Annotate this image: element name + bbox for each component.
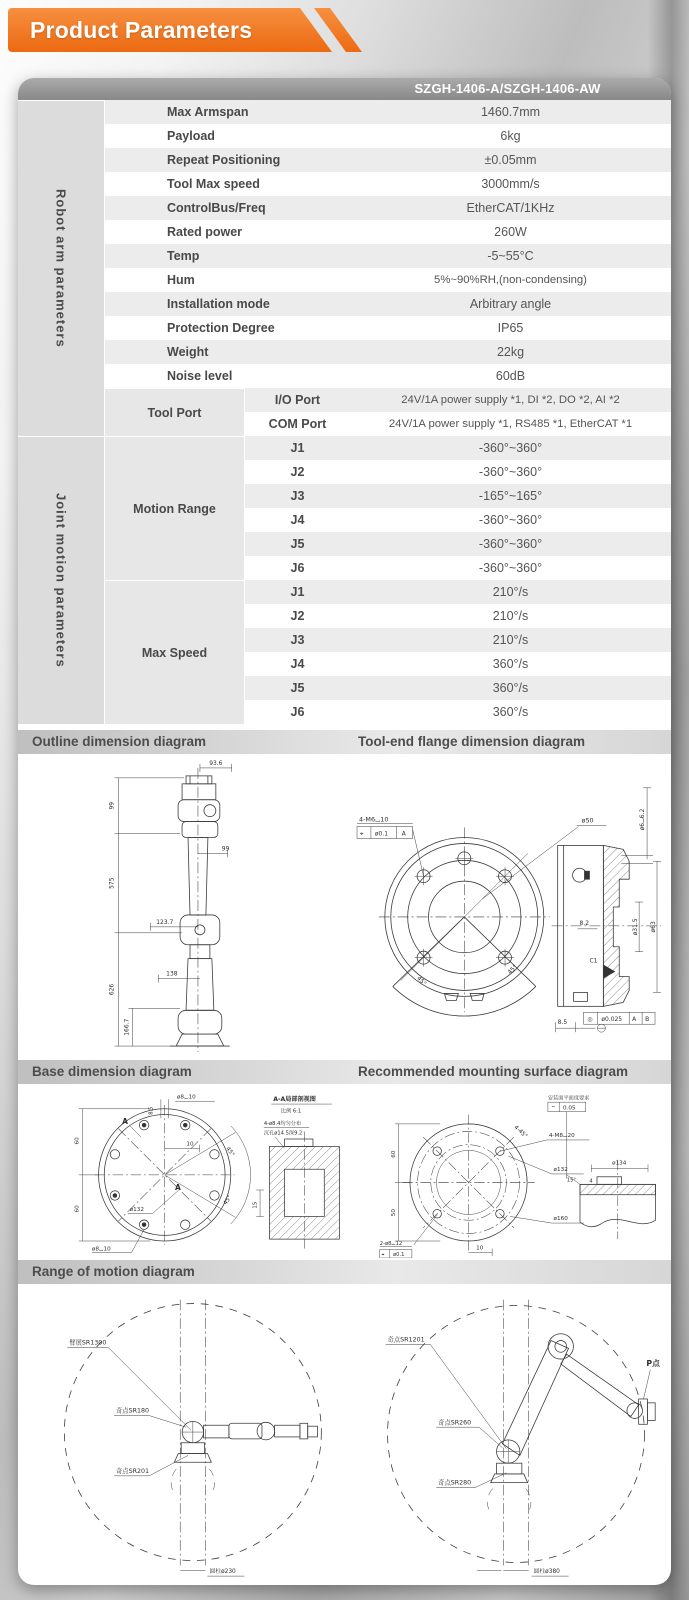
range-of-motion-side-view [358, 1288, 674, 1580]
callout: 2-ø8⌴12 [379, 1240, 403, 1247]
spec-value: Arbitrary angle [350, 292, 671, 316]
reach-label: 臂展SR1300 [69, 1339, 107, 1347]
spec-value: IP65 [497, 321, 524, 335]
dim-label: 575 [108, 877, 116, 889]
joint-value: 210°/s [492, 609, 529, 623]
joint-value: 210°/s [350, 580, 671, 604]
page-title: Product Parameters [30, 17, 253, 43]
spec-label: Protection Degree [167, 321, 275, 335]
joint-value: -165°~165° [350, 484, 671, 508]
callout: ø8⌴10 [91, 1246, 111, 1253]
tolerance-symbol: ⌖ [360, 830, 364, 838]
joint-label: J4 [290, 657, 305, 671]
spec-label: Noise level [167, 369, 233, 383]
spec-value: 1460.7mm [350, 100, 671, 124]
dim-label: 138 [166, 970, 178, 978]
port-value: 24V/1A power supply *1, DI *2, DO *2, AI *2 [350, 388, 671, 412]
point-p-label: P点 [646, 1358, 660, 1368]
singularity-label: 奇点SR260 [438, 1419, 472, 1427]
spec-label: Max Armspan [105, 100, 350, 124]
outline-dimension-diagram [32, 758, 352, 1056]
motion-range-label: Motion Range [105, 436, 245, 580]
joint-value: 360°/s [350, 676, 671, 700]
spec-label: ControlBus/Freq [105, 196, 350, 220]
spec-value: 22kg [350, 340, 671, 364]
spec-value: 5%~90%RH,(non-condensing) [434, 274, 587, 286]
port-label: COM Port [268, 417, 327, 431]
spec-value: ±0.05mm [350, 148, 671, 172]
dim-label: ø31.5 [632, 918, 640, 936]
tolerance-symbol: ⌖ [381, 1252, 385, 1258]
spec-label: Payload [167, 129, 215, 143]
spec-value: 3000mm/s [481, 177, 540, 191]
group-joint-motion-parameters [18, 436, 105, 724]
range-of-motion-top-view [30, 1288, 346, 1580]
spec-value: 6kg [500, 129, 521, 143]
spec-label: Installation mode [105, 292, 350, 316]
spec-table [18, 78, 671, 724]
spec-label: Repeat Positioning [105, 148, 350, 172]
section-title-base: Base dimension diagram [32, 1064, 192, 1079]
flange-callout: 4-M6⌴10 [359, 815, 389, 824]
dim-label: 8.2 [579, 919, 589, 927]
section-title-outline: Outline dimension diagram [32, 734, 207, 749]
dim-label: 45° [415, 974, 428, 988]
group-robot-arm-parameters [18, 100, 105, 436]
dim-label: 123.7 [156, 918, 174, 926]
cylinder-caption: 圆柱ø230 [209, 1569, 236, 1576]
joint-value: 360°/s [492, 657, 529, 671]
dim-label: 626 [108, 983, 116, 996]
dim-label: 99 [108, 801, 116, 810]
joint-label: J3 [245, 628, 350, 652]
section-view-scale: 比例 6:1 [280, 1108, 302, 1115]
callout: 4-ø8.4均匀分布 [263, 1120, 302, 1127]
spec-value: EtherCAT/1KHz [350, 196, 671, 220]
joint-value: 210°/s [350, 628, 671, 652]
joint-label: J5 [245, 676, 350, 700]
dim-label: 60 [74, 1137, 81, 1145]
joint-label: J2 [290, 609, 305, 623]
joint-label: J1 [245, 436, 350, 460]
joint-value: -360°~360° [350, 532, 671, 556]
joint-label: J6 [290, 705, 305, 719]
section-strip-2 [18, 1060, 671, 1084]
content-card [18, 78, 671, 1585]
joint-value: -360°~360° [478, 513, 543, 527]
max-speed-label: Max Speed [105, 580, 245, 724]
dim-label: ø134 [612, 1160, 627, 1167]
tolerance-datum: A [401, 830, 406, 838]
dim-label: 45° [506, 963, 519, 976]
group-label: Robot arm parameters [53, 189, 69, 348]
spec-label: Rated power [167, 225, 243, 239]
mounting-surface-diagram [356, 1088, 668, 1258]
tolerance-value: ø0.1 [393, 1252, 405, 1258]
dim-label: 10 [186, 1141, 194, 1148]
joint-value: -360°~360° [478, 561, 543, 575]
callout: 4-M8⌴20 [548, 1133, 575, 1140]
section-title-range: Range of motion diagram [32, 1264, 195, 1279]
section-arrow-label: A [122, 1116, 129, 1126]
cylinder-caption: 圆柱ø380 [533, 1569, 560, 1576]
flatness-note: 安装面平面度要求 [547, 1095, 590, 1102]
section-strip-3 [18, 1260, 671, 1284]
callout: ø8⌴10 [176, 1094, 196, 1101]
tolerance-symbol: ◎ [587, 1016, 593, 1024]
dim-label: C1 [589, 957, 598, 965]
spec-label: Tool Max speed [167, 177, 260, 191]
spec-value: -5~55°C [350, 244, 671, 268]
joint-label: J1 [245, 580, 350, 604]
dim-label: 99 [221, 845, 230, 853]
flatness-symbol: ⌔ [550, 1105, 557, 1112]
dim-label: ø50 [581, 816, 594, 825]
dim-label: 8.5 [148, 1106, 155, 1115]
dim-label: ø160 [553, 1216, 568, 1223]
section-arrow-label: A [175, 1183, 181, 1192]
group-label: Joint motion parameters [53, 493, 69, 668]
dim-label: ø6⌴6.2 [639, 808, 647, 831]
joint-value: 360°/s [492, 705, 529, 719]
joint-label: J5 [245, 532, 350, 556]
dim-label: 60 [74, 1205, 81, 1213]
dim-label: 45° [224, 1146, 236, 1158]
spec-value: 60dB [495, 369, 526, 383]
dim-label: 166.7 [123, 1018, 131, 1036]
port-value: 24V/1A power supply *1, RS485 *1, EtherCAT *1 [388, 418, 633, 430]
singularity-label: 奇点SR201 [115, 1467, 150, 1475]
dim-label: 4 [589, 1178, 593, 1185]
tolerance-value: ø0.1 [374, 830, 389, 838]
dim-label: ø63 [650, 921, 658, 933]
section-title-flange: Tool-end flange dimension diagram [358, 734, 586, 749]
singularity-label: 奇点SR180 [115, 1407, 150, 1415]
dim-label: ø132 [129, 1206, 144, 1213]
section-title-mounting: Recommended mounting surface diagram [358, 1064, 629, 1079]
dim-label: 10 [476, 1245, 484, 1252]
spec-value: 260W [494, 225, 527, 239]
joint-label: J3 [245, 484, 350, 508]
flange-dimension-diagram [352, 758, 666, 1056]
joint-value: -360°~360° [350, 436, 671, 460]
joint-label: J6 [290, 561, 305, 575]
base-dimension-diagram [28, 1088, 358, 1258]
dim-label: 15° [566, 1177, 576, 1184]
dim-label: 8.5 [557, 1019, 568, 1027]
dim-label: 4-45° [512, 1124, 529, 1140]
spec-label: Weight [105, 340, 350, 364]
tolerance-datum: B [645, 1016, 650, 1024]
port-label: I/O Port [245, 388, 350, 412]
flatness-value: 0.05 [563, 1105, 576, 1112]
dim-label: 15 [252, 1201, 259, 1209]
section-view-title: A-A局部剖视图 [273, 1096, 316, 1104]
joint-label: J2 [290, 465, 305, 479]
title-banner [8, 8, 348, 52]
tolerance-datum: A [632, 1016, 637, 1024]
dim-label: 50 [390, 1209, 397, 1217]
callout: 沉孔ø14.5深9.2 [263, 1130, 303, 1137]
dim-label: 45° [222, 1194, 234, 1207]
dim-label: ø132 [553, 1167, 568, 1174]
dim-label: 93.6 [209, 759, 223, 767]
section-strip-1 [18, 730, 671, 754]
model-name: SZGH-1406-A/SZGH-1406-AW [414, 81, 601, 96]
singularity-label: 奇点SR280 [438, 1479, 472, 1487]
spec-label: Temp [105, 244, 350, 268]
joint-value: -360°~360° [478, 465, 543, 479]
singularity-label: 奇点SR1201 [387, 1336, 425, 1344]
table-header [18, 78, 671, 100]
dim-label: 60 [390, 1150, 397, 1158]
spec-label: Hum [167, 273, 195, 287]
tool-port-label: Tool Port [105, 388, 245, 436]
joint-label: J4 [290, 513, 305, 527]
tolerance-value: ø0.025 [601, 1016, 623, 1024]
